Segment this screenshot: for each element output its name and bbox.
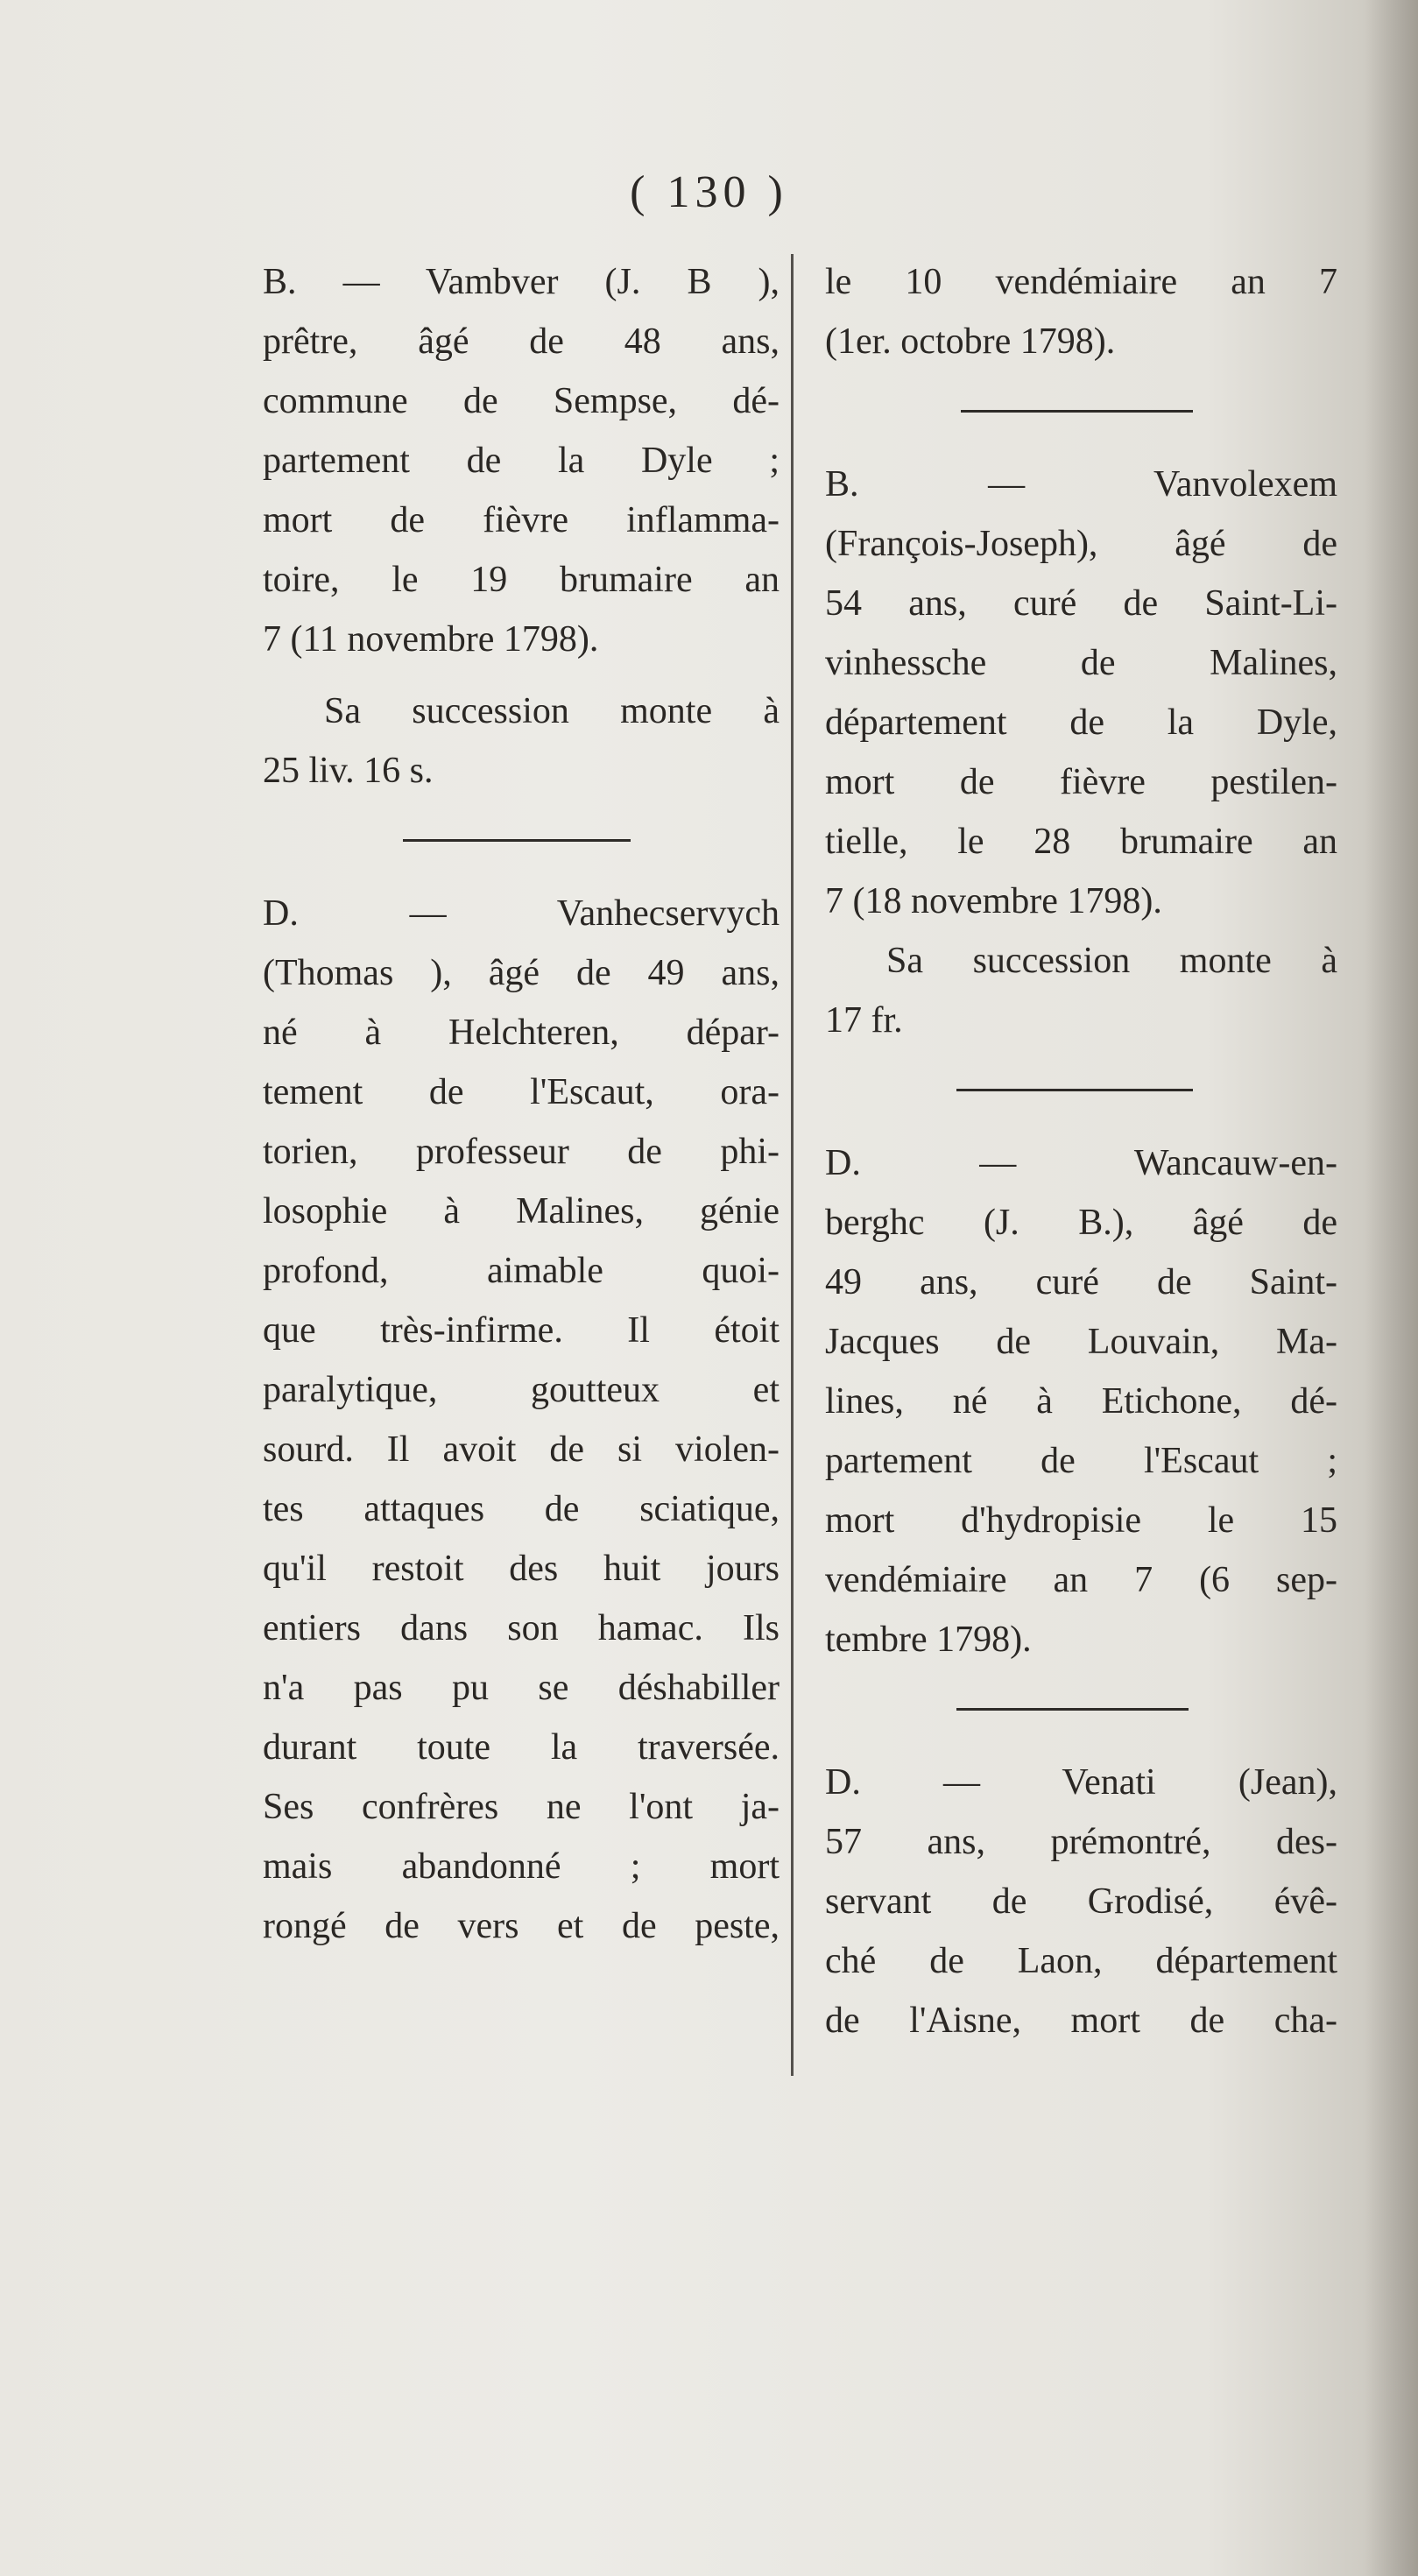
entry-line: D. — Venati (Jean), <box>825 1762 1337 1803</box>
entry-line: D. — Wancauw-en- <box>825 1143 1337 1183</box>
entry-line: tement de l'Escaut, ora- <box>263 1072 780 1112</box>
entry-wancauw-en-berghc <box>825 1133 1337 1669</box>
right-column <box>825 252 1337 2050</box>
entry-line: qu'il restoit des huit jours <box>263 1549 780 1589</box>
succession-line: Sa succession monte à <box>886 941 1337 981</box>
entry-line: le 10 vendémiaire an 7 <box>825 262 1337 302</box>
entry-line: partement de l'Escaut ; <box>825 1441 1337 1481</box>
entry-line: mais abandonné ; mort <box>263 1846 780 1887</box>
entry-line: tes attaques de sciatique, <box>263 1489 780 1529</box>
entry-line: servant de Grodisé, évê- <box>825 1881 1337 1922</box>
entry-line: 7 (18 novembre 1798). <box>825 881 1162 921</box>
entry-line: toire, le 19 brumaire an <box>263 560 780 600</box>
entry-line: département de la Dyle, <box>825 702 1337 743</box>
entry-line: prêtre, âgé de 48 ans, <box>263 321 780 362</box>
entry-line: Ses confrères ne l'ont ja- <box>263 1787 780 1827</box>
succession-line: 17 fr. <box>825 1000 903 1041</box>
entry-line: de l'Aisne, mort de cha- <box>825 2001 1337 2041</box>
entry-line: 7 (11 novembre 1798). <box>263 619 599 660</box>
entry-line: (François-Joseph), âgé de <box>825 524 1337 564</box>
entry-line: B. — Vambver (J. B ), <box>263 262 780 302</box>
entry-line: mort d'hydropisie le 15 <box>825 1500 1337 1541</box>
entry-line: que très-infirme. Il étoit <box>263 1310 780 1351</box>
entry-line: Jacques de Louvain, Ma- <box>825 1322 1337 1362</box>
page-edge-shadow <box>1365 0 1418 2576</box>
section-rule <box>403 839 631 842</box>
entry-line: B. — Vanvolexem <box>825 464 1337 505</box>
entry-line: torien, professeur de phi- <box>263 1132 780 1172</box>
entry-line: paralytique, goutteux et <box>263 1370 780 1410</box>
entry-venati <box>825 1753 1337 2050</box>
entry-line: losophie à Malines, génie <box>263 1191 780 1232</box>
entry-line: partement de la Dyle ; <box>263 441 780 481</box>
section-rule <box>956 1708 1189 1711</box>
entry-line: (1er. octobre 1798). <box>825 321 1116 362</box>
entry-line: rongé de vers et de peste, <box>263 1906 780 1946</box>
entry-line: mort de fièvre pestilen- <box>825 762 1337 802</box>
entry-line: entiers dans son hamac. Ils <box>263 1608 780 1648</box>
page-number: ( 130 ) <box>630 167 788 217</box>
entry-line: vendémiaire an 7 (6 sep- <box>825 1560 1337 1600</box>
entry-line: tembre 1798). <box>825 1620 1032 1660</box>
entry-line: mort de fièvre inflamma- <box>263 500 780 540</box>
entry-vambver <box>263 252 780 801</box>
entry-line: n'a pas pu se déshabiller <box>263 1668 780 1708</box>
entry-line: durant toute la traversée. <box>263 1727 780 1768</box>
entry-line: vinhessche de Malines, <box>825 643 1337 683</box>
entry-line: 57 ans, prémontré, des- <box>825 1822 1337 1862</box>
column-divider <box>791 254 794 2076</box>
section-rule <box>961 410 1193 413</box>
entry-vanvolexem <box>825 455 1337 1050</box>
paragraph-gap <box>263 669 780 681</box>
continuation-text <box>825 252 1337 371</box>
entry-line: 54 ans, curé de Saint-Li- <box>825 583 1337 624</box>
entry-line: D. — Vanhecservych <box>263 893 780 934</box>
succession-line: 25 liv. 16 s. <box>263 751 434 791</box>
entry-line: profond, aimable quoi- <box>263 1251 780 1291</box>
entry-line: (Thomas ), âgé de 49 ans, <box>263 953 780 993</box>
entry-line: berghc (J. B.), âgé de <box>825 1203 1337 1243</box>
entry-line: commune de Sempse, dé- <box>263 381 780 421</box>
entry-line: lines, né à Etichone, dé- <box>825 1381 1337 1422</box>
entry-vanhecservych <box>263 884 780 1956</box>
entry-line: sourd. Il avoit de si violen- <box>263 1429 780 1470</box>
entry-line: ché de Laon, département <box>825 1941 1337 1981</box>
entry-line: 49 ans, curé de Saint- <box>825 1262 1337 1302</box>
section-rule <box>956 1089 1193 1091</box>
left-column <box>263 252 780 1956</box>
entry-line: tielle, le 28 brumaire an <box>825 822 1337 862</box>
succession-line: Sa succession monte à <box>324 691 780 731</box>
entry-line: né à Helchteren, dépar- <box>263 1013 780 1053</box>
